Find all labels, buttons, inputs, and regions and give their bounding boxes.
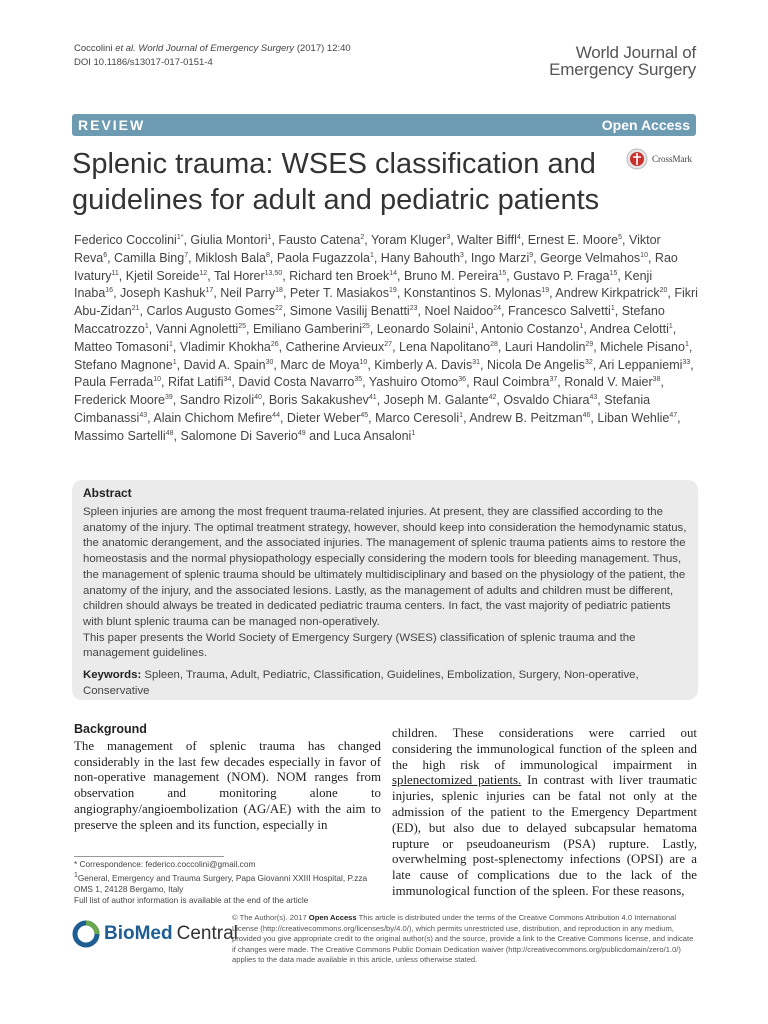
author-name[interactable]: Stefania Cimbanassi (74, 393, 651, 425)
author-name[interactable]: Ronald V. Maier (564, 375, 653, 390)
author-name[interactable]: Stefano Maccatrozzo (74, 304, 665, 336)
keywords-label: Keywords: (83, 669, 142, 682)
journal-name (549, 44, 696, 78)
author-name[interactable]: Raul Coimbra (473, 375, 550, 390)
biomed-central-icon (72, 920, 100, 948)
author-affiliation-sup: 1 (172, 358, 177, 366)
citation-authors: Coccolini (74, 43, 116, 54)
author-affiliation-sup: 42 (488, 394, 497, 402)
author-affiliation-sup: 41 (368, 394, 377, 402)
author-name[interactable]: Miklosh Bala (195, 250, 266, 265)
author-name[interactable]: Emiliano Gamberini (252, 321, 363, 336)
author-name[interactable]: Francesco Salvetti (508, 304, 611, 319)
author-affiliation-sup: 1 (470, 322, 475, 330)
author-affiliation-sup: 43 (589, 394, 598, 402)
author-affiliation-sup: 13,50 (264, 269, 283, 277)
author-name[interactable]: Osvaldo Chiara (503, 393, 590, 408)
open-access-label: Open Access (601, 117, 690, 133)
author-name[interactable]: Neil Parry (220, 286, 276, 301)
background-text-left: The management of splenic trauma has changed considerably in the last few decades especially in favor of non-operative management (NOM). NOM ranges from observation and monitoring alone to angiography/angioembolization (AG/AE) with the aim to preserve the spleen and its function, especially in (74, 738, 381, 832)
author-name[interactable]: Gustavo P. Fraga (513, 268, 610, 283)
author-name[interactable]: Andrea Celotti (589, 321, 669, 336)
author-affiliation-sup: 20 (659, 287, 668, 295)
author-affiliation-sup: 10 (153, 376, 162, 384)
author-name[interactable]: Joseph Kashuk (120, 286, 206, 301)
author-name[interactable]: Dieter Weber (286, 410, 361, 425)
logo-text-central: Central (176, 923, 238, 944)
author-name[interactable]: Giulia Montori (190, 233, 268, 247)
author-affiliation-sup: 11 (111, 269, 119, 277)
author-affiliation-sup: 30 (265, 358, 274, 366)
article-type-label: REVIEW (78, 117, 146, 133)
author-affiliation-sup: 3 (446, 233, 451, 241)
author-affiliation-sup: 37 (549, 376, 558, 384)
author-affiliation-sup: 32 (584, 358, 593, 366)
author-affiliation-sup: 45 (360, 411, 369, 419)
author-affiliation-sup: 25 (238, 322, 246, 330)
author-affiliation-sup: 2 (360, 233, 365, 241)
author-name[interactable]: David A. Spain (183, 357, 266, 372)
author-affiliation-sup: 21 (131, 305, 140, 313)
author-name[interactable]: Michele Pisano (600, 339, 685, 354)
author-name[interactable]: Hany Bahouth (380, 250, 461, 265)
keywords (83, 668, 687, 699)
author-name[interactable]: Vladimir Khokha (179, 339, 271, 354)
author-affiliation-sup: 1 (579, 322, 584, 330)
author-affiliation-sup: 31 (472, 358, 481, 366)
author-affiliation-sup: 1 (144, 322, 149, 330)
citation (74, 42, 351, 69)
journal-name-line1: World Journal of (575, 43, 696, 62)
author-name[interactable]: Ingo Marzi (470, 250, 530, 265)
author-name[interactable]: Richard ten Broek (289, 268, 390, 283)
author-affiliation-sup: 38 (652, 376, 661, 384)
author-affiliation-sup: 1 (411, 429, 416, 437)
author-affiliation-sup: 28 (490, 340, 498, 348)
keywords-list: Spleen, Trauma, Adult, Pediatric, Classification, Guidelines, Embolization, Surgery, Non-operative, Conservative (83, 669, 639, 697)
abstract-heading: Abstract (83, 486, 132, 500)
author-name[interactable]: Ernest E. Moore (527, 233, 619, 247)
author-name[interactable]: Simone Vasilij Benatti (289, 304, 410, 319)
author-name[interactable]: Liban Wehlie (597, 410, 670, 425)
license-prefix: © The Author(s). 2017 (232, 913, 309, 922)
author-name[interactable]: Catherine Arvieux (285, 339, 385, 354)
author-name[interactable]: Andrew Kirkpatrick (555, 286, 660, 301)
author-name[interactable]: Rifat Latifi (167, 375, 224, 390)
author-affiliation-sup: 1* (176, 233, 184, 241)
author-name[interactable]: Frederick Moore (74, 393, 165, 408)
author-affiliation-sup: 48 (165, 429, 174, 437)
abstract-box (72, 480, 698, 700)
author-name[interactable]: Paola Fugazzola (276, 250, 370, 265)
crossmark-icon (626, 148, 648, 170)
author-affiliation-sup: 39 (165, 394, 173, 402)
author-name[interactable]: Andrew B. Peitzman (469, 410, 583, 425)
affiliation (74, 870, 384, 895)
body-column-left (74, 722, 381, 834)
license-statement (232, 913, 698, 966)
author-affiliation-sup: 1 (168, 340, 173, 348)
author-affiliation-sup: 44 (272, 411, 280, 419)
author-name[interactable]: Federico Coccolini (74, 233, 177, 247)
author-name[interactable]: Walter Biffl (457, 233, 517, 247)
article-title: Splenic trauma: WSES classification and guidelines for adult and pediatric patients (72, 148, 600, 216)
author-affiliation-sup: 12 (199, 269, 208, 277)
affiliation-sup: 1 (74, 872, 78, 880)
affiliation-text: General, Emergency and Trauma Surgery, Papa Giovanni XXIII Hospital, P.zza OMS 1, 24128 Bergamo, Italy (74, 872, 368, 895)
author-name[interactable]: Lauri Handolin (504, 339, 586, 354)
journal-name-line2: Emergency Surgery (549, 60, 696, 79)
author-name[interactable]: Boris Sakakushev (268, 393, 369, 408)
body-column-right (392, 726, 697, 900)
author-name[interactable]: Tal Horer (213, 268, 265, 283)
author-name[interactable]: Ari Leppaniemi (599, 357, 683, 372)
author-affiliation-sup: 1 (267, 233, 272, 241)
biomed-central-logo[interactable] (72, 920, 238, 948)
author-name[interactable]: Viktor Reva (74, 233, 661, 265)
author-affiliation-sup: 15 (609, 269, 618, 277)
author-affiliation-sup: 34 (223, 376, 232, 384)
author-affiliation-sup: 10 (640, 251, 648, 259)
footnote-divider (74, 856, 224, 857)
author-name[interactable]: Camilla Bing (114, 250, 185, 265)
author-affiliation-sup: 4 (516, 233, 521, 241)
author-name[interactable]: Bruno M. Pereira (403, 268, 499, 283)
author-affiliation-sup: 47 (669, 411, 678, 419)
author-affiliation-sup: 1 (668, 322, 673, 330)
background-text-right-a: children. These considerations were carried out considering the immunological function of the spleen and the high risk of immunological impairment in (392, 726, 697, 772)
author-name[interactable]: Stefano Magnone (74, 357, 173, 372)
author-name[interactable]: Peter T. Masiakos (289, 286, 390, 301)
author-affiliation-sup: 1 (459, 411, 464, 419)
author-affiliation-sup: 25 (362, 322, 370, 330)
author-name[interactable]: Antonio Costanzo (480, 321, 580, 336)
background-text-right-b: In contrast with liver traumatic injuries, splenic injuries can be fatal not only at the admission of the patient to the Emergency Department (ED), but also due to delayed subcapsular hematoma rupture or pseudoaneurism (PSA) rupture. Lastly, overwhelming post-splenectomy infections (OPSI) are a late cause of complications due to the lack of the immunological function of the spleen. For these reasons, (392, 773, 698, 898)
author-list: Federico Coccolini$^{1*}$, Giulia Montori$^1$, Fausto Catena$^2$, Yoram Kluger$^3$, Walter Biffl$^4$, Ernest E. Moore$^5$, Viktor Reva$^6$, Camilla Bing$^7$, Miklosh Bala$^8$, Paola Fugazzola$^1$, Hany Bahouth$^3$, Ingo Marzi$^9$, George Velmahos$^{10}$, Rao Ivatury$^{11}$, Kjetil Soreide$^{12}$, Tal Horer$^{13,50}$, Richard ten Broek$^{14}$, Bruno M. Pereira$^{15}$, Gustavo P. Fraga$^{15}$, Kenji Inaba$^{16}$, Joseph Kashuk$^{17}$, Neil Parry$^{18}$, Peter T. Masiakos$^{19}$, Konstantinos S. Mylonas$^{19}$, Andrew Kirkpatrick$^{20}$, Fikri Abu-Zidan$^{21}$, Carlos Augusto Gomes$^{22}$, Simone Vasilij Benatti$^{23}$, Noel Naidoo$^{24}$, Francesco Salvetti$^1$, Stefano Maccatrozzo$^1$, Vanni Agnoletti$^{25}$, Emiliano Gamberini$^{25}$, Leonardo Solaini$^1$, Antonio Costanzo$^1$, Andrea Celotti$^1$, Matteo Tomasoni$^1$, Vladimir Khokha$^{26}$, Catherine Arvieux$^{27}$, Lena Napolitano$^{28}$, Lauri Handolin$^{29}$, Michele Pisano$^1$, Stefano Magnone$^1$, David A. Spain$^{30}$, Marc de Moya$^{10}$, Kimberly A. Davis$^{31}$, Nicola De Angelis$^{32}$, Ari Leppaniemi$^{33}$, Paula Ferrada$^{10}$, Rifat Latifi$^{34}$, David Costa Navarro$^{35}$, Yashuiro Otomo$^{36}$, Raul Coimbra$^{37}$, Ronald V. Maier$^{38}$, Frederick Moore$^{39}$, Sandro Rizoli$^{40}$, Boris Sakakushev$^{41}$, Joseph M. Galante$^{42}$, Osvaldo Chiara$^{43}$, Stefania Cimbanassi$^{43}$, Alain Chichom Mefire$^{44}$, Dieter Weber$^{45}$, Marco Ceresoli$^1$, Andrew B. Peitzman$^{46}$, Liban Wehlie$^{47}$, Massimo Sartelli$^{48}$, Salomone Di Saverio$^{49}$ and Luca Ansaloni$^1$ (74, 233, 698, 443)
background-heading: Background (74, 722, 147, 736)
author-affiliation-sup: 36 (458, 376, 467, 384)
author-name[interactable]: Kenji Inaba (74, 268, 653, 301)
author-name[interactable]: Luca Ansaloni (333, 428, 412, 443)
author-name[interactable]: Nicola De Angelis (486, 357, 585, 372)
author-name[interactable]: Marc de Moya (280, 357, 360, 372)
author-affiliation-sup: 43 (139, 411, 148, 419)
author-name[interactable]: Fikri Abu-Zidan (74, 286, 698, 319)
author-affiliation-sup: 22 (274, 305, 283, 313)
author-affiliation-sup: 6 (103, 251, 108, 259)
author-affiliation-sup: 1 (369, 251, 374, 259)
author-name[interactable]: Rao Ivatury (74, 250, 678, 283)
abstract-text: Spleen injuries are among the most frequent trauma-related injuries. At present, they are classified according to the anatomy of the injury. The optimal treatment strategy, however, should keep into consideration the hemodynamic status, the anatomic derangement, and the associated injuries. The management of splenic trauma patients aims to restore the homeostasis and the normal physiopathology especially considering the modern tools for bleeding management. Thus, the management of splenic trauma should be ultimately multidisciplinary and based on the physiology of the patient, the anatomy of the injury, and the associated lesions. Lastly, as the management of adults and children must be different, children should always be treated in dedicated pediatric trauma centers. In fact, the vast majority of pediatric patients with blunt splenic trauma can be managed non-operatively. (83, 506, 687, 628)
author-name[interactable]: Joseph M. Galante (383, 393, 489, 408)
crossmark-badge[interactable] (626, 148, 692, 170)
author-name[interactable]: George Velmahos (540, 250, 641, 265)
crossmark-label: CrossMark (652, 154, 692, 164)
author-name[interactable]: Leonardo Solaini (376, 321, 471, 336)
author-info-note: Full list of author information is available at the end of the article (74, 895, 309, 906)
author-name[interactable]: Marco Ceresoli (375, 410, 460, 425)
author-affiliation-sup: 7 (184, 251, 189, 259)
author-affiliation-sup: 33 (682, 358, 691, 366)
doi[interactable]: DOI 10.1186/s13017-017-0151-4 (74, 56, 213, 68)
article-type-banner (72, 114, 696, 136)
author-affiliation-sup: 19 (541, 287, 550, 295)
author-name[interactable]: Fausto Catena (278, 233, 361, 247)
author-affiliation-sup: 5 (618, 233, 623, 241)
logo-text-biomed: BioMed (104, 923, 173, 944)
author-affiliation-sup: 24 (493, 305, 502, 313)
abstract-text-2: This paper presents the World Society of Emergency Surgery (WSES) classification of splenic trauma and the management guidelines. (83, 631, 636, 660)
author-affiliation-sup: 19 (389, 287, 397, 295)
author-name[interactable]: Kimberly A. Davis (374, 357, 473, 372)
author-affiliation-sup: 46 (582, 411, 591, 419)
author-name[interactable]: Carlos Augusto Gomes (146, 304, 275, 319)
author-affiliation-sup: 49 (297, 429, 306, 437)
author-name[interactable]: Lena Napolitano (399, 339, 491, 354)
author-affiliation-sup: 17 (205, 287, 214, 295)
license-text: This article is distributed under the terms of the Creative Commons Attribution 4.0 International License (http://creativecommons.org/licenses/by/4.0/), which permits unrestricted use, distribution, and reproduction in any medium, provided you give appropriate credit to the original author(s) and the source, provide a link to the Creative Commons license, and indicate if changes were made. The Creative Commons Public Domain Dedication waiver (http://creativecommons.org/publicdomain/zero/1.0/) applies to the data made available in this article, unless otherwise stated. (232, 913, 694, 965)
author-name[interactable]: Massimo Sartelli (74, 428, 166, 443)
author-name[interactable]: Konstantinos S. Mylonas (403, 286, 542, 301)
author-affiliation-sup: 14 (389, 269, 397, 277)
author-name[interactable]: Alain Chichom Mefire (153, 410, 273, 425)
author-affiliation-sup: 23 (409, 305, 418, 313)
author-name[interactable]: Vanni Agnoletti (155, 321, 239, 336)
author-name[interactable]: Yoram Kluger (371, 233, 447, 247)
author-affiliation-sup: 16 (105, 287, 114, 295)
author-affiliation-sup: 15 (498, 269, 507, 277)
author-affiliation-sup: 40 (254, 394, 262, 402)
author-affiliation-sup: 35 (354, 376, 363, 384)
author-affiliation-sup: 18 (275, 287, 283, 295)
author-name[interactable]: Paula Ferrada (74, 375, 154, 390)
author-name[interactable]: Noel Naidoo (424, 304, 494, 319)
author-affiliation-sup: 10 (359, 358, 368, 366)
background-text-right-underlined: splenectomized patients. (392, 773, 522, 788)
footnotes (74, 859, 384, 907)
citation-journal: et al. World Journal of Emergency Surgery (115, 43, 295, 54)
author-name[interactable]: Yashuiro Otomo (368, 375, 459, 390)
author-affiliation-sup: 29 (585, 340, 594, 348)
author-affiliation-sup: 8 (265, 251, 270, 259)
author-affiliation-sup: 9 (529, 251, 534, 259)
author-name[interactable]: Salomone Di Saverio (180, 428, 298, 443)
author-name[interactable]: David Costa Navarro (238, 375, 355, 390)
author-affiliation-sup: 27 (384, 340, 393, 348)
citation-year: (2017) 12:40 (294, 43, 351, 54)
author-name[interactable]: Sandro Rizoli (179, 393, 255, 408)
license-open-access: Open Access (308, 913, 357, 922)
author-name[interactable]: Matteo Tomasoni (74, 339, 169, 354)
correspondence[interactable]: * Correspondence: federico.coccolini@gmail.com (74, 859, 256, 869)
author-affiliation-sup: 26 (270, 340, 279, 348)
author-affiliation-sup: 3 (460, 251, 464, 259)
author-affiliation-sup: 1 (610, 305, 615, 313)
author-affiliation-sup: 1 (684, 340, 689, 348)
author-name[interactable]: Kjetil Soreide (125, 268, 200, 283)
